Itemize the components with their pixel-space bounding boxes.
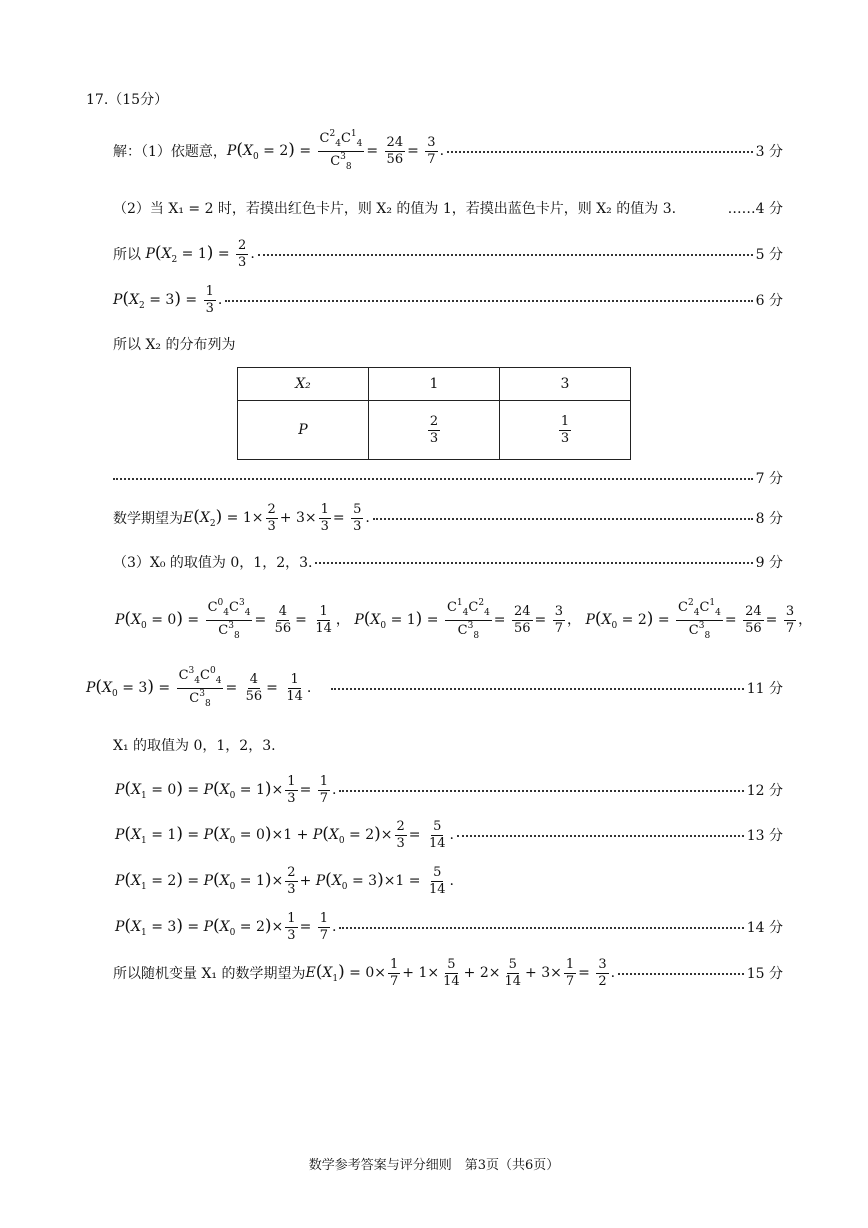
expect-x2-line <box>113 499 783 537</box>
p-x1-0-line <box>115 771 783 809</box>
score-15: 15 分 <box>746 966 783 982</box>
score-8: 8 分 <box>755 511 783 527</box>
p-x1-0-formula: $P(X_1 = 0) = P(X_0 = 1)\times$ $\frac{1}{3}$ = $\frac{1}{7}$ . <box>115 773 337 806</box>
score-11: 11 分 <box>746 681 783 697</box>
table-cell: P <box>238 401 369 460</box>
x1-values: X₁ 的取值为 0，1，2，3. <box>113 738 276 754</box>
p-x0-0-formula: $P(X_0 = 0)$ = $\frac{C^0_4C^3_4}{C^3_8}$ = $\frac{4}{56}$ = $\frac{1}{14}$ ， <box>115 598 355 641</box>
table-cell: $\frac{2}{3}$ <box>368 401 499 460</box>
part2-line <box>113 191 783 225</box>
p-x0-2-formula: $P(X_0 = 2)$ = $\frac{C^2_4C^1_4}{C^3_8}$ = $\frac{24}{56}$ = $\frac{3}{7}$ ， <box>585 598 813 641</box>
score-14: 14 分 <box>746 920 783 936</box>
final-expect-formula: $E(X_1) = 0\times$ $\frac{1}{7}$ + 1× $\frac{5}{14}$ + 2× $\frac{5}{14}$ + 3× $\frac{1}{7}$ = $\frac{3}{2}$ . <box>305 956 616 989</box>
leader-dots <box>258 254 753 256</box>
score-7: 7 分 <box>755 471 783 487</box>
p-x1-1-formula: $P(X_1 = 1) = P(X_0 = 0)\times 1 + P(X_0 = 2)\times$ $\frac{2}{3}$ = $\frac{5}{14}$ . <box>115 818 454 851</box>
final-expect-line <box>113 954 783 992</box>
dist-intro: 所以 X₂ 的分布列为 <box>113 337 236 353</box>
leader-dots <box>339 927 743 929</box>
p-x0-3-line <box>86 666 783 710</box>
p-x2-1-formula: $P(X_2 = 1)$ = $\frac{2}{3}$ . <box>145 237 255 270</box>
leader-dots <box>331 688 743 690</box>
p-x1-3-line <box>115 908 783 946</box>
p-x0-1-formula: $P(X_0 = 1)$ = $\frac{C^1_4C^2_4}{C^3_8}$ = $\frac{24}{56}$ = $\frac{3}{7}$ ， <box>354 598 586 641</box>
score-5: 5 分 <box>755 247 783 263</box>
distribution-table <box>237 367 631 460</box>
expect-x2-formula: $E(X_2) = 1\times$ $\frac{2}{3}$ + 3× $\frac{1}{3}$ = $\frac{5}{3}$ . <box>183 501 370 534</box>
part2-text: （2）当 X₁ = 2 时，若摸出红色卡片，则 X₂ 的值为 1，若摸出蓝色卡片，则 X₂ 的值为 3. <box>113 201 677 217</box>
final-prefix: 所以随机变量 X₁ 的数学期望为 <box>113 966 306 982</box>
table-row <box>238 401 631 460</box>
leader-dots <box>457 835 744 837</box>
part3-line <box>113 545 783 579</box>
problem-header: 17.（15分） <box>86 92 169 108</box>
p-x1-3-formula: $P(X_1 = 3) = P(X_0 = 2)\times$ $\frac{1}{3}$ = $\frac{1}{7}$ . <box>115 910 337 943</box>
dist-intro-line <box>113 327 235 361</box>
leader-dots <box>373 518 753 520</box>
leader-dots <box>447 151 753 153</box>
score-4: ……4 分 <box>727 201 783 217</box>
p-x2-3-line <box>113 281 783 319</box>
part1-prefix: 解：（1）依题意， <box>113 144 227 160</box>
p-x0-3-formula: $P(X_0 = 3)$ = $\frac{C^3_4C^0_4}{C^3_8}$ = $\frac{4}{56}$ = $\frac{1}{14}$ . <box>86 666 312 709</box>
part3-text: （3）X₀ 的取值为 0，1，2，3. <box>113 555 313 571</box>
leader-dots <box>339 790 743 792</box>
leader-dots <box>113 478 753 480</box>
page-footer: 数学参考答案与评分细则 第3页（共6页） <box>308 1158 560 1173</box>
p-x0-line <box>115 598 812 642</box>
score-9: 9 分 <box>755 555 783 571</box>
expect-prefix: 数学期望为 <box>113 511 183 527</box>
table-cell: 3 <box>499 368 630 401</box>
p-x2-1-line <box>113 235 783 273</box>
table-cell: X₂ <box>238 368 369 401</box>
score-3: 3 分 <box>755 144 783 160</box>
leader-dots <box>618 973 744 975</box>
p-x2-3-formula: $P(X_2 = 3)$ = $\frac{1}{3}$ . <box>113 283 223 316</box>
score-13: 13 分 <box>746 828 783 844</box>
p-x1-2-formula: $P(X_1 = 2) = P(X_0 = 1)\times$ $\frac{2}{3}$ + $P(X_0 = 3)\times 1$ = $\frac{5}{14}$ . <box>115 864 454 897</box>
table-cell: 1 <box>368 368 499 401</box>
table-row <box>238 368 631 401</box>
leader-dots <box>315 562 752 564</box>
score-6: 6 分 <box>755 293 783 309</box>
p-x1-2-line <box>115 862 454 900</box>
table-cell: $\frac{1}{3}$ <box>499 401 630 460</box>
part1-formula: $P(X_0 = 2)$ = $\frac{C^2_4C^1_4}{C^3_8}$ = $\frac{24}{56}$ = $\frac{3}{7}$ . <box>226 129 445 172</box>
suoyi-label: 所以 <box>113 247 141 263</box>
p-x1-1-line <box>115 816 783 854</box>
leader-dots <box>225 300 752 302</box>
score7-line <box>113 461 783 495</box>
part1-line <box>113 129 783 172</box>
x1-values-line <box>113 728 276 762</box>
score-12: 12 分 <box>746 783 783 799</box>
